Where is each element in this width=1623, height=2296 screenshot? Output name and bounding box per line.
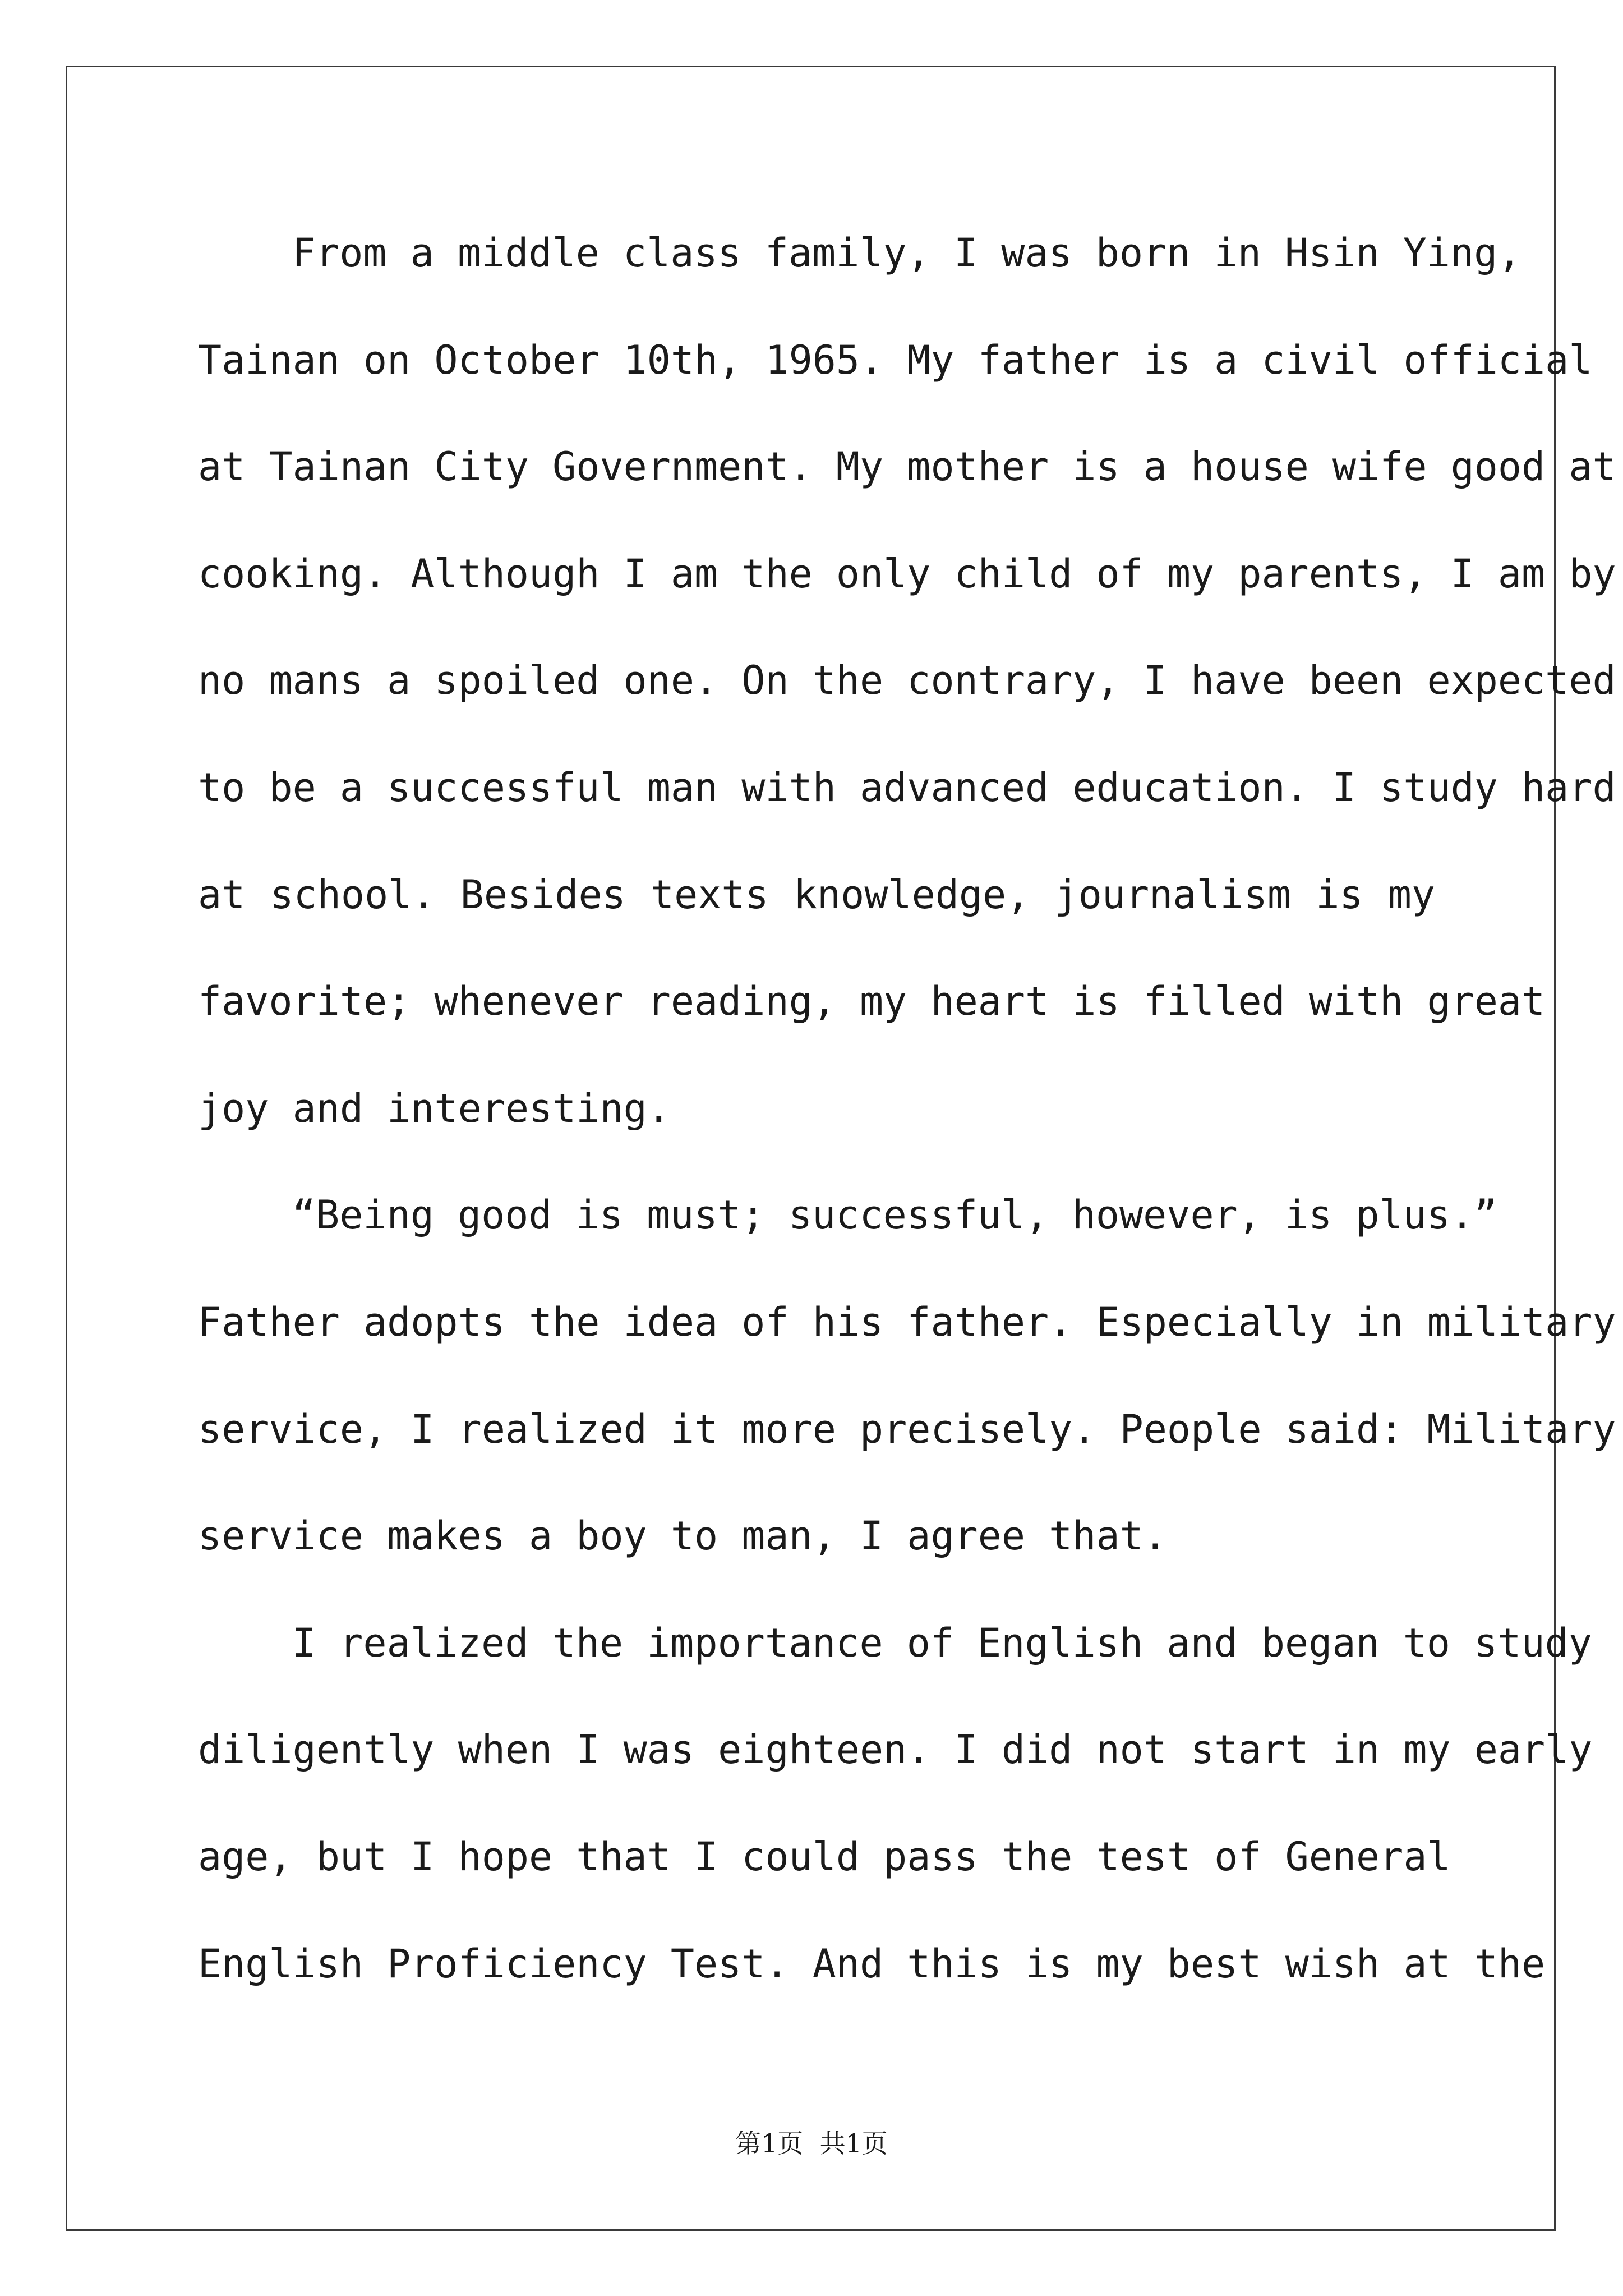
paragraph-3-line-2: diligently when I was eighteen. I did not start in my early bbox=[198, 1727, 1593, 1773]
paragraph-3-line-1: I realized the importance of English and began to study bbox=[292, 1619, 1592, 1666]
paragraph-3-line-3: age, but I hope that I could pass the test of General bbox=[198, 1833, 1451, 1880]
paragraph-1-line-3: at Tainan City Government. My mother is a house wife good at bbox=[198, 444, 1616, 490]
paragraph-1-line-1: From a middle class family, I was born in Hsin Ying, bbox=[292, 230, 1521, 276]
paragraph-1-line-5: no mans a spoiled one. On the contrary, I have been expected bbox=[198, 657, 1616, 704]
paragraph-1-line-6: to be a successful man with advanced education. I study hard bbox=[198, 764, 1616, 811]
paragraph-1-line-7: at school. Besides texts knowledge, journalism is my bbox=[198, 871, 1435, 918]
paragraph-2-line-1: “Being good is must; successful, however, is plus.” bbox=[292, 1192, 1498, 1239]
paragraph-1-line-4: cooking. Although I am the only child of my parents, I am by bbox=[198, 550, 1616, 597]
paragraph-2-line-4: service makes a boy to man, I agree that. bbox=[198, 1513, 1167, 1559]
page-number-footer: 第1页 共1页 bbox=[735, 2128, 888, 2159]
paragraph-1-line-2: Tainan on October 10th, 1965. My father is a civil official bbox=[198, 337, 1593, 383]
document-body bbox=[198, 217, 1616, 2034]
paragraph-1-line-8: favorite; whenever reading, my heart is filled with great bbox=[198, 978, 1546, 1025]
paragraph-3-line-4: English Proficiency Test. And this is my best wish at the bbox=[198, 1940, 1546, 1987]
paragraph-2-line-3: service, I realized it more precisely. People said: Military bbox=[198, 1406, 1616, 1452]
paragraph-1-line-9: joy and interesting. bbox=[198, 1085, 671, 1131]
paragraph-2-line-2: Father adopts the idea of his father. Especially in military bbox=[198, 1299, 1616, 1345]
